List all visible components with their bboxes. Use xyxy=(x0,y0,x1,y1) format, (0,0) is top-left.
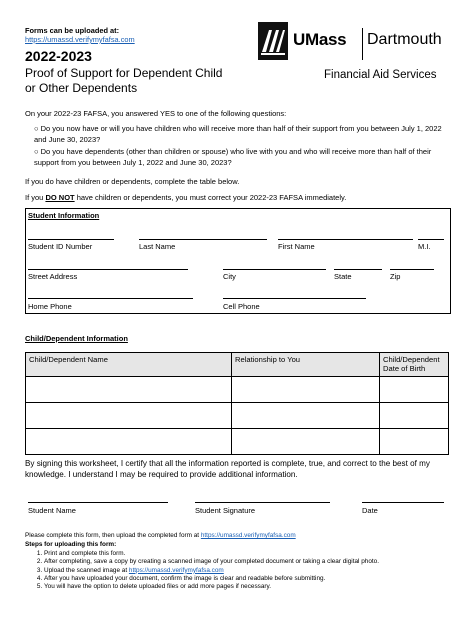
relationship-cell[interactable] xyxy=(232,429,380,455)
correct-fafsa-instruction xyxy=(25,193,346,202)
relationship-cell[interactable] xyxy=(232,403,380,429)
step-3-text: Upload the scanned image at xyxy=(44,566,129,574)
logo-dartmouth-text: Dartmouth xyxy=(367,31,442,48)
complete-table-instruction: If you do have children or dependents, complete the table below. xyxy=(25,177,240,186)
city-label: City xyxy=(223,272,236,281)
footer-upload-link[interactable]: https://umassd.verifymyfafsa.com xyxy=(200,532,296,539)
name-cell[interactable] xyxy=(26,377,232,403)
student-id-label: Student ID Number xyxy=(28,242,93,251)
bullet-circle-icon: ○ xyxy=(34,124,41,133)
bullet-circle-icon: ○ xyxy=(34,147,41,156)
date-line[interactable] xyxy=(362,502,444,503)
upload-link[interactable]: https://umassd.verifymyfafsa.com xyxy=(25,35,135,44)
table-row xyxy=(26,377,449,403)
city-line[interactable] xyxy=(223,269,326,270)
steps-heading: Steps for uploading this form: xyxy=(25,541,117,548)
do-not-emphasis: DO NOT xyxy=(45,193,75,202)
cell-phone-line[interactable] xyxy=(223,298,366,299)
mi-line[interactable] xyxy=(418,239,444,240)
cell-phone-label: Cell Phone xyxy=(223,302,260,311)
question-2-text: Do you have dependents (other than children or spouse) who live with you and who will receive more than half of their support from you between July 1, 2022 and June 30, 2023? xyxy=(34,147,432,167)
date-label: Date xyxy=(362,506,378,515)
intro-question-text: On your 2022-23 FAFSA, you answered YES to one of the following questions: xyxy=(25,109,287,118)
mi-label: M.I. xyxy=(418,242,431,251)
student-info-heading: Student Information xyxy=(28,211,100,220)
form-title-line2: or Other Dependents xyxy=(25,81,138,95)
upload-label: Forms can be uploaded at: xyxy=(25,26,120,35)
last-name-label: Last Name xyxy=(139,242,176,251)
logo-divider xyxy=(362,28,363,60)
not-suffix: have children or dependents, you must correct your 2022-23 FAFSA immediately. xyxy=(74,193,347,202)
question-2 xyxy=(34,146,448,168)
home-phone-label: Home Phone xyxy=(28,302,72,311)
state-line[interactable] xyxy=(334,269,382,270)
dob-cell[interactable] xyxy=(380,377,449,403)
name-cell[interactable] xyxy=(26,403,232,429)
certification-text: By signing this worksheet, I certify that all the information reported is complete, true, and correct to the best of my knowledge. I understand I may be required to provide additional information. xyxy=(25,459,430,479)
relationship-cell[interactable] xyxy=(232,377,380,403)
not-prefix: If you xyxy=(25,193,46,202)
form-year: 2022-2023 xyxy=(25,48,92,64)
col-header-name: Child/Dependent Name xyxy=(26,353,232,377)
col-header-dob: Child/Dependent Date of Birth xyxy=(380,353,449,377)
dob-cell[interactable] xyxy=(380,429,449,455)
home-phone-line[interactable] xyxy=(28,298,193,299)
table-row xyxy=(26,429,449,455)
dependent-table xyxy=(25,352,449,455)
first-name-label: First Name xyxy=(278,242,315,251)
form-title-line1: Proof of Support for Dependent Child xyxy=(25,66,223,80)
department-name: Financial Aid Services xyxy=(324,69,437,81)
step-2: 2. After completing, save a copy by creating a scanned image of your completed document or taking a clear digital photo. xyxy=(44,558,450,566)
table-header-row xyxy=(26,353,449,377)
student-name-line[interactable] xyxy=(28,502,168,503)
umass-seal-logo xyxy=(258,22,288,60)
first-name-line[interactable] xyxy=(278,239,413,240)
signature-line[interactable] xyxy=(195,502,330,503)
student-signature-label: Student Signature xyxy=(195,506,256,515)
question-1 xyxy=(34,123,448,145)
step-1: 1. Print and complete this form. xyxy=(44,550,450,558)
steps-list xyxy=(30,550,450,591)
question-1-text: Do you now have or will you have children who will receive more than half of their support from you between July 1, 2022 and June 30, 2023? xyxy=(34,124,442,144)
state-label: State xyxy=(334,272,352,281)
footer-complete-text xyxy=(25,532,296,539)
dob-cell[interactable] xyxy=(380,403,449,429)
table-row xyxy=(26,403,449,429)
step-4: 4. After you have uploaded your document, confirm the image is clear and readable before submitting. xyxy=(44,575,450,583)
footer-complete-prefix: Please complete this form, then upload the completed form at xyxy=(25,532,201,539)
street-line[interactable] xyxy=(28,269,188,270)
student-id-line[interactable] xyxy=(28,239,114,240)
step-3 xyxy=(44,567,450,575)
name-cell[interactable] xyxy=(26,429,232,455)
col-header-relationship: Relationship to You xyxy=(232,353,380,377)
student-name-label: Student Name xyxy=(28,506,76,515)
logo-umass-text: UMass xyxy=(293,30,347,49)
last-name-line[interactable] xyxy=(139,239,267,240)
step-5: 5. You will have the option to delete uploaded files or add more pages if necessary. xyxy=(44,583,450,591)
zip-label: Zip xyxy=(390,272,401,281)
step-3-link[interactable]: https://umassd.verifymyfafsa.com xyxy=(128,566,224,574)
zip-line[interactable] xyxy=(390,269,434,270)
street-label: Street Address xyxy=(28,272,78,281)
dependent-info-heading: Child/Dependent Information xyxy=(25,334,128,343)
